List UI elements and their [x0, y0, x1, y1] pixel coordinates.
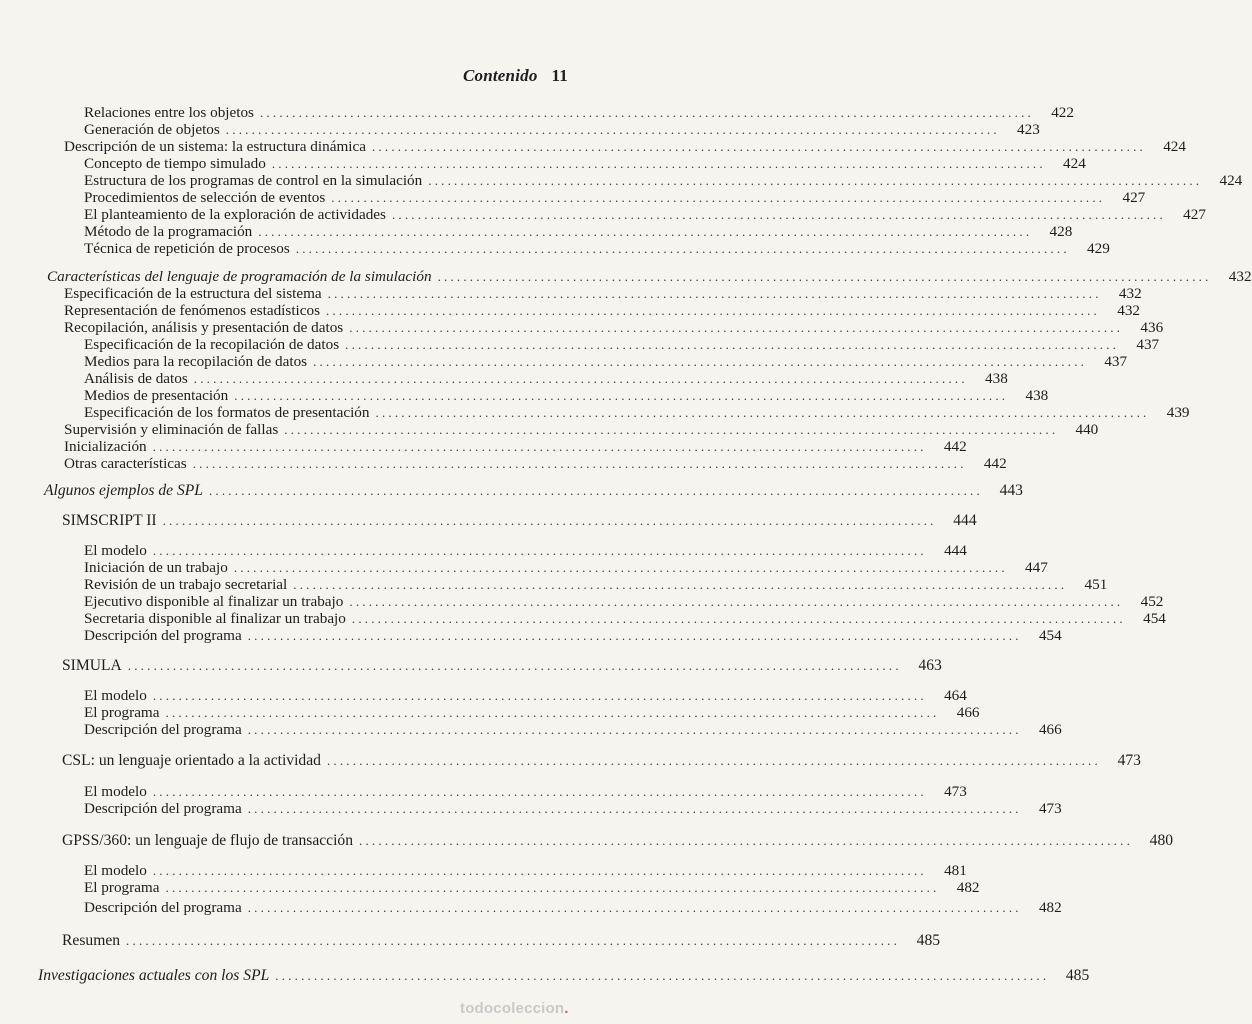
toc-entry-title: Inicialización: [64, 438, 147, 455]
toc-leader-dots: ........................................................................................................................: [247, 628, 1022, 643]
toc-entry: [84, 879, 980, 897]
toc-leader-dots: ........................................................................................................................: [428, 173, 1203, 188]
toc-entry: [84, 223, 1073, 241]
toc-entry: [84, 104, 1074, 122]
toc-entry-title: Ejecutivo disponible al finalizar un trabajo: [84, 593, 344, 610]
toc-entry-page: 480: [1149, 832, 1174, 849]
toc-entry-title: Método de la programación: [84, 223, 253, 240]
toc-entry-page: 482: [1038, 899, 1062, 916]
toc-entry-title: Resumen: [62, 932, 121, 949]
toc-entry-title: Descripción del programa: [84, 721, 242, 738]
toc-entry: [38, 967, 1090, 985]
toc-entry-page: 485: [916, 932, 941, 949]
toc-entry-page: 437: [1136, 336, 1160, 353]
toc-leader-dots: ........................................................................................................................: [326, 753, 1101, 768]
toc-entry: [84, 353, 1128, 371]
toc-entry-title: Iniciación de un trabajo: [84, 559, 228, 576]
toc-entry-title: El programa: [84, 879, 160, 896]
toc-leader-dots: ........................................................................................................................: [327, 286, 1102, 301]
toc-leader-dots: ........................................................................................................................: [275, 968, 1050, 983]
toc-leader-dots: ........................................................................................................................: [437, 269, 1212, 284]
toc-entry-title: Medios de presentación: [84, 387, 229, 404]
toc-entry: [84, 404, 1190, 422]
toc-entry-page: 424: [1219, 172, 1243, 189]
toc-entry-title: Especificación de la estructura del sistema: [64, 285, 322, 302]
toc-entry: [64, 438, 967, 456]
toc-leader-dots: ........................................................................................................................: [313, 354, 1088, 369]
toc-entry-title: Investigaciones actuales con los SPL: [38, 967, 270, 984]
toc-entry-page: 432: [1228, 268, 1252, 285]
toc-entry-page: 451: [1084, 576, 1108, 593]
toc-entry: [84, 387, 1049, 405]
toc-leader-dots: ........................................................................................................................: [165, 880, 940, 895]
toc-entry-title: Descripción del programa: [84, 899, 242, 916]
toc-leader-dots: ........................................................................................................................: [165, 705, 940, 720]
toc-entry: [84, 189, 1146, 207]
toc-leader-dots: ........................................................................................................................: [349, 594, 1124, 609]
toc-leader-dots: ........................................................................................................................: [247, 722, 1022, 737]
toc-leader-dots: ........................................................................................................................: [293, 577, 1068, 592]
toc-leader-dots: ........................................................................................................................: [359, 833, 1134, 848]
toc-entry: [64, 302, 1140, 320]
toc-entry-title: Descripción de un sistema: la estructura dinámica: [64, 138, 366, 155]
toc-entry-title: Descripción del programa: [84, 627, 242, 644]
toc-entry-page: 485: [1065, 967, 1090, 984]
toc-entry-title: El modelo: [84, 862, 147, 879]
toc-entry: [64, 285, 1142, 303]
toc-leader-dots: ........................................................................................................................: [193, 371, 968, 386]
toc-entry: [84, 610, 1166, 628]
toc-entry-title: Medios para la recopilación de datos: [84, 353, 308, 370]
toc-entry: [47, 268, 1252, 286]
toc-entry: [84, 721, 1062, 739]
toc-entry: [84, 336, 1160, 354]
toc-entry-page: 463: [918, 657, 942, 674]
toc-entry-page: 437: [1104, 353, 1128, 370]
toc-entry-title: Características del lenguaje de programación de la simulación: [47, 268, 432, 285]
toc-entry-page: 428: [1049, 223, 1073, 240]
toc-entry-page: 481: [944, 862, 967, 879]
toc-entry-page: 452: [1140, 593, 1164, 610]
toc-entry: [84, 576, 1108, 594]
toc-entry-page: 466: [956, 704, 980, 721]
toc-entry: [62, 932, 941, 950]
toc-leader-dots: ........................................................................................................................: [351, 611, 1126, 626]
toc-entry-title: Revisión de un trabajo secretarial: [84, 576, 288, 593]
toc-entry-page: 444: [953, 512, 977, 529]
toc-entry: [84, 899, 1062, 917]
toc-entry-page: 424: [1163, 138, 1186, 155]
toc-entry-page: 436: [1140, 319, 1164, 336]
toc-entry-page: 454: [1143, 610, 1166, 627]
toc-entry-title: CSL: un lenguaje orientado a la actividad: [62, 752, 321, 769]
toc-entry-page: 454: [1038, 627, 1062, 644]
toc-entry: [44, 482, 1023, 500]
toc-entry-page: 473: [1038, 800, 1062, 817]
toc-leader-dots: ........................................................................................................................: [225, 122, 1000, 137]
toc-entry-page: 432: [1117, 302, 1140, 319]
toc-entry: [84, 783, 967, 801]
toc-entry: [64, 319, 1164, 337]
toc-entry-title: Relaciones entre los objetos: [84, 104, 254, 121]
toc-leader-dots: ........................................................................................................................: [259, 105, 1034, 120]
toc-entry-title: GPSS/360: un lenguaje de flujo de transacción: [62, 832, 354, 849]
toc-entry-page: 440: [1075, 421, 1099, 438]
toc-entry-title: Procedimientos de selección de eventos: [84, 189, 326, 206]
toc-entry-title: El planteamiento de la exploración de actividades: [84, 206, 386, 223]
toc-leader-dots: ........................................................................................................................: [331, 190, 1106, 205]
toc-entry-title: El programa: [84, 704, 160, 721]
toc-leader-dots: ........................................................................................................................: [192, 456, 967, 471]
toc-leader-dots: ........................................................................................................................: [152, 688, 927, 703]
toc-entry-title: Representación de fenómenos estadísticos: [64, 302, 320, 319]
toc-entry: [84, 559, 1048, 577]
toc-leader-dots: ........................................................................................................................: [326, 303, 1100, 318]
toc-entry: [84, 121, 1040, 139]
toc-entry-page: 427: [1183, 206, 1206, 223]
toc-entry: [84, 627, 1062, 645]
toc-leader-dots: ........................................................................................................................: [295, 241, 1070, 256]
toc-leader-dots: ........................................................................................................................: [271, 156, 1046, 171]
running-head-page-number: 11: [551, 66, 568, 85]
toc-entry-title: El modelo: [84, 542, 147, 559]
toc-entry: [84, 155, 1086, 173]
running-head-title: Contenido: [462, 66, 538, 85]
toc-leader-dots: ........................................................................................................................: [126, 933, 901, 948]
toc-leader-dots: ........................................................................................................................: [152, 784, 927, 799]
toc-entry: [84, 370, 1008, 388]
toc-entry-page: 466: [1038, 721, 1062, 738]
toc-leader-dots: ........................................................................................................................: [391, 207, 1166, 222]
toc-leader-dots: ........................................................................................................................: [152, 863, 927, 878]
toc-leader-dots: ........................................................................................................................: [233, 560, 1008, 575]
toc-entry: [64, 138, 1186, 156]
toc-entry: [64, 455, 1007, 473]
toc-entry-page: 482: [956, 879, 980, 896]
toc-entry-page: 439: [1166, 404, 1190, 421]
toc-entry-title: Estructura de los programas de control en la simulación: [84, 172, 423, 189]
toc-entry: [64, 421, 1099, 439]
toc-leader-dots: ........................................................................................................................: [208, 483, 983, 498]
toc-entry: [84, 800, 1062, 818]
toc-leader-dots: ........................................................................................................................: [345, 337, 1120, 352]
toc-leader-dots: ........................................................................................................................: [152, 439, 927, 454]
toc-leader-dots: ........................................................................................................................: [152, 543, 927, 558]
toc-entry-title: Recopilación, análisis y presentación de datos: [64, 319, 344, 336]
toc-entry-page: 447: [1025, 559, 1048, 576]
toc-entry-page: 423: [1017, 121, 1040, 138]
toc-entry-title: SIMULA: [62, 657, 122, 674]
toc-leader-dots: ........................................................................................................................: [247, 900, 1022, 915]
toc-entry-page: 473: [944, 783, 967, 800]
toc-entry-page: 429: [1087, 240, 1110, 257]
toc-entry-title: Técnica de repetición de procesos: [84, 240, 290, 257]
toc-entry-page: 473: [1117, 752, 1141, 769]
toc-entry: [62, 752, 1141, 770]
toc-leader-dots: ........................................................................................................................: [127, 658, 902, 673]
toc-entry: [84, 687, 967, 705]
toc-entry: [84, 593, 1164, 611]
toc-entry: [84, 172, 1243, 190]
toc-entry-page: 444: [944, 542, 967, 559]
toc-entry-title: Análisis de datos: [84, 370, 188, 387]
toc-entry-title: Secretaria disponible al finalizar un trabajo: [84, 610, 346, 627]
toc-entry: [84, 862, 967, 880]
watermark-logo: todocoleccion.: [460, 1000, 569, 1017]
toc-entry: [62, 512, 977, 530]
toc-entry: [62, 832, 1174, 850]
toc-entry-title: Otras características: [64, 455, 187, 472]
toc-entry-title: Especificación de la recopilación de datos: [84, 336, 340, 353]
toc-entry: [84, 240, 1110, 258]
toc-entry-page: 464: [944, 687, 967, 704]
toc-entry-page: 438: [1025, 387, 1049, 404]
toc-leader-dots: ........................................................................................................................: [375, 405, 1150, 420]
toc-leader-dots: ........................................................................................................................: [247, 801, 1022, 816]
toc-entry-title: Descripción del programa: [84, 800, 242, 817]
toc-leader-dots: ........................................................................................................................: [234, 388, 1009, 403]
toc-entry: [84, 542, 967, 560]
toc-entry-title: Especificación de los formatos de presentación: [84, 404, 370, 421]
toc-entry-page: 443: [999, 482, 1023, 499]
toc-entry-title: El modelo: [84, 783, 147, 800]
toc-entry-page: 432: [1118, 285, 1142, 302]
toc-entry-page: 438: [985, 370, 1008, 387]
toc-entry-title: Concepto de tiempo simulado: [84, 155, 266, 172]
toc-entry-title: SIMSCRIPT II: [62, 512, 157, 529]
toc-entry: [62, 657, 942, 675]
toc-entry-title: Supervisión y eliminación de fallas: [64, 421, 279, 438]
toc-leader-dots: ........................................................................................................................: [258, 224, 1033, 239]
toc-entry-page: 442: [943, 438, 967, 455]
toc-entry-title: Algunos ejemplos de SPL: [44, 482, 203, 499]
toc-leader-dots: ........................................................................................................................: [162, 513, 937, 528]
toc-entry: [84, 704, 980, 722]
toc-leader-dots: ........................................................................................................................: [284, 422, 1059, 437]
toc-entry: [84, 206, 1206, 224]
toc-entry-page: 442: [983, 455, 1007, 472]
toc-leader-dots: ........................................................................................................................: [371, 139, 1146, 154]
toc-entry-page: 422: [1051, 104, 1074, 121]
toc-entry-title: El modelo: [84, 687, 147, 704]
toc-entry-page: 427: [1122, 189, 1146, 206]
toc-leader-dots: ........................................................................................................................: [349, 320, 1124, 335]
toc-entry-title: Generación de objetos: [84, 121, 220, 138]
toc-entry-page: 424: [1063, 155, 1086, 172]
